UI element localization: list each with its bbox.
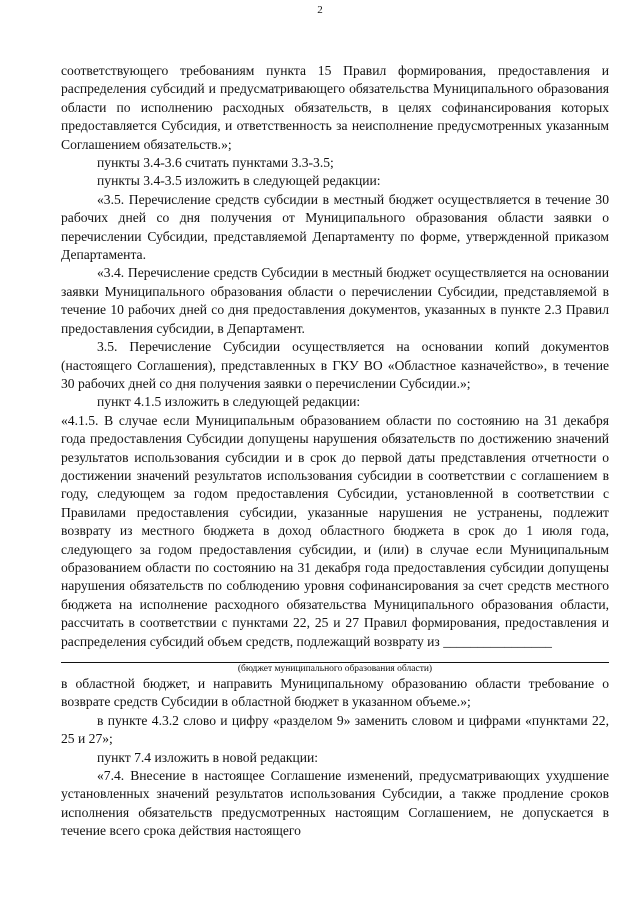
paragraph: в областной бюджет, и направить Муниципальному образованию области требование о возврате средств Субсидии в областной бюджет в указанном объеме.»;	[61, 676, 609, 710]
paragraphs-before	[61, 62, 609, 651]
paragraph: «3.4. Перечисление средств Субсидии в местный бюджет осуществляется на основании заявки Муниципального образования области о перечислении Субсидии, представляемой в течение 10 рабочих дней со дня предоставления документов, указанных в пункте 2.3 Правил предоставления субсидии, в Департамент.	[61, 265, 609, 336]
blank-fill-line	[61, 655, 609, 663]
paragraph: пункт 4.1.5 изложить в следующей редакции:	[97, 394, 361, 410]
page-number: 2	[317, 4, 323, 16]
paragraph: пункт 7.4 изложить в новой редакции:	[97, 749, 319, 765]
paragraph: пункты 3.4-3.6 считать пунктами 3.3-3.5;	[97, 155, 334, 171]
paragraph: 3.5. Перечисление Субсидии осуществляется на основании копий документов (настоящего Соглашения), представленных в ГКУ ВО «Областное казначейство», в течение 30 рабочих дней со дня получения заявки о перечислении Субсидии.»;	[61, 339, 609, 391]
paragraphs-after	[61, 675, 609, 841]
paragraph: «3.5. Перечисление средств субсидии в местный бюджет осуществляется в течение 30 рабочих дней со дня получения от Муниципального образования области заявки о перечислении Субсидии, представляемой Департаменту по форме, утвержденной приказом Департамента.	[61, 191, 609, 263]
blank-caption: (бюджет муниципального образования области)	[237, 664, 433, 674]
document-body	[61, 62, 609, 841]
paragraph: в пункте 4.3.2 слово и цифру «разделом 9» заменить словом и цифрами «пунктами 22, 25 и 27»;	[61, 712, 609, 747]
paragraph: «7.4. Внесение в настоящее Соглашение изменений, предусматривающих ухудшение установленных значений результатов использования Субсидии, а также продление сроков исполнения обязательств предусмотренных настоящим Соглашением, не допускается в течение всего срока действия настоящего	[61, 768, 609, 839]
paragraph: соответствующего требованиям пункта 15 Правил формирования, предоставления и распределения субсидий и предусматривающего обязательства Муниципального образования области по исполнению расходных обязательств, в целях софинансирования которых предоставляется Субсидия, и ответственность за неисполнение предусмотренных указанным Соглашением обязательств.»;	[61, 63, 609, 152]
paragraph: «4.1.5. В случае если Муниципальным образованием области по состоянию на 31 декабря года предоставления Субсидии допущены нарушения обязательств по достижению значений результатов использования субсидии и в срок до первой даты представления отчетности о достижении значений результатов использования субсидии в соответствии с соглашением в году, следующем за годом предоставления Субсидии, установленной в соответствии с Правилами предоставления субсидии, указанные нарушения не устранены, подлежит возврату из местного бюджета в доход областного бюджета в срок до 1 июля года, следующего за годом предоставления субсидии, и (или) в случае если Муниципальным образованием области по состоянию на 31 декабря года предоставления субсидии допущены нарушения обязательств по соблюдению уровня софинансирования за счет средств местного бюджета на исполнение расходного обязательства Муниципального образования области, рассчитать в соответствии с пунктами 22, 25 и 27 Правил формирования, предоставления и распределения субсидий объем средств, подлежащий возврату из ________________	[61, 412, 609, 649]
paragraph: пункты 3.4-3.5 изложить в следующей редакции:	[97, 173, 381, 189]
